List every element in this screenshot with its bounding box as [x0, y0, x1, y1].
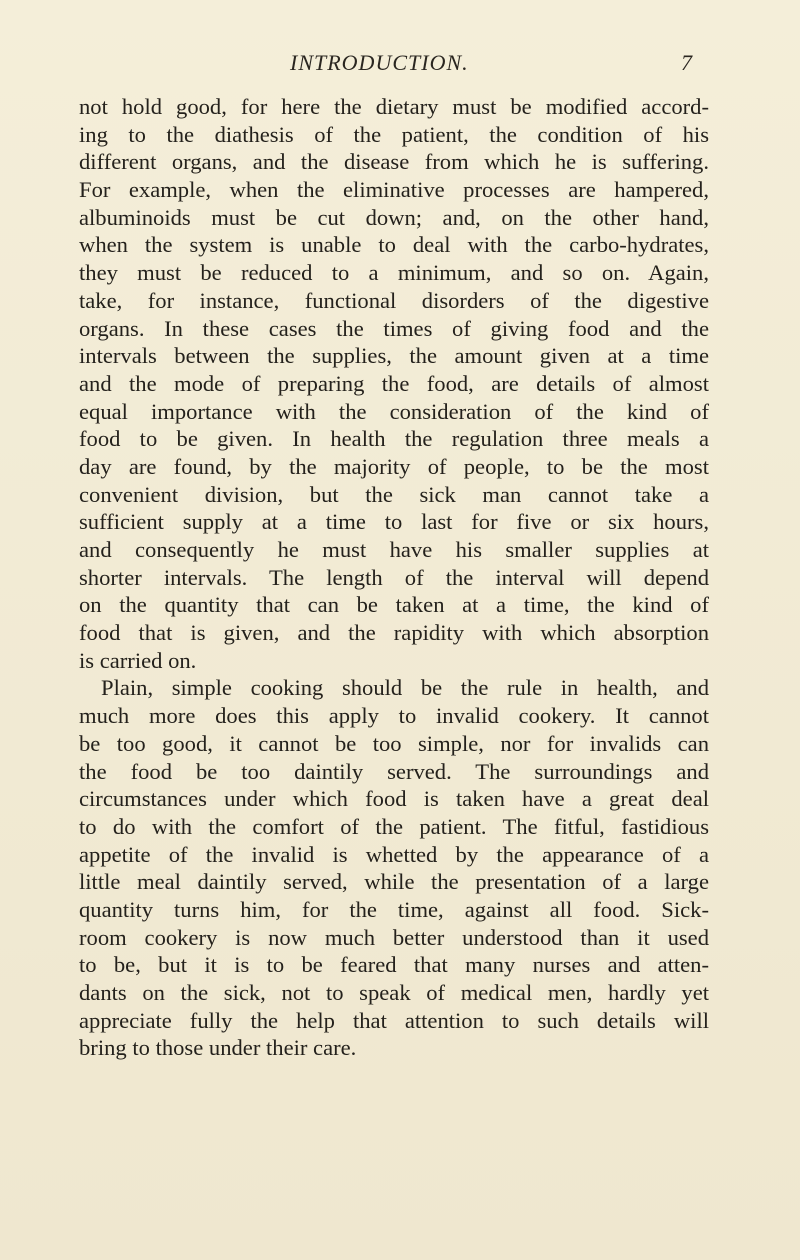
text-line: sufficient supply at a time to last for five or six hours, — [79, 509, 709, 535]
text-line: quantity turns him, for the time, against all food. Sick- — [79, 896, 709, 922]
text-line: and the mode of preparing the food, are details of almost — [79, 370, 709, 396]
text-line: much more does this apply to invalid cookery. It cannot — [79, 703, 709, 729]
text-line: on the quantity that can be taken at a time, the kind of — [79, 592, 709, 618]
text-line: shorter intervals. The length of the interval will depend — [79, 564, 709, 590]
text-line: food that is given, and the rapidity with which absorption — [79, 620, 709, 646]
text-line: to do with the comfort of the patient. The fitful, fastidious — [79, 813, 709, 839]
text-line: organs. In these cases the times of giving food and the — [79, 315, 709, 341]
text-line: appreciate fully the help that attention to such details will — [79, 1007, 709, 1033]
page-number: 7 — [681, 50, 693, 75]
text-line: they must be reduced to a minimum, and so on. Again, — [79, 260, 709, 286]
text-line: bring to those under their care. — [79, 1035, 357, 1061]
text-line: equal importance with the consideration of the kind of — [79, 398, 709, 424]
text-line: the food be too daintily served. The surroundings and — [79, 758, 709, 784]
text-line: day are found, by the majority of people, to be the most — [79, 453, 709, 479]
text-line: circumstances under which food is taken have a great deal — [79, 786, 709, 812]
paragraph-1 — [79, 93, 709, 674]
text-line: take, for instance, functional disorders of the digestive — [79, 287, 709, 313]
body-text — [79, 93, 709, 1062]
text-line: appetite of the invalid is whetted by the appearance of a — [79, 841, 709, 867]
text-line: For example, when the eliminative processes are hampered, — [79, 177, 709, 203]
text-line: to be, but it is to be feared that many nurses and atten- — [79, 952, 709, 978]
text-line: convenient division, but the sick man cannot take a — [79, 481, 709, 507]
text-line: be too good, it cannot be too simple, nor for invalids can — [79, 730, 709, 756]
chapter-title: INTRODUCTION. — [290, 50, 469, 75]
text-line: is carried on. — [79, 647, 197, 673]
running-head — [0, 50, 800, 80]
text-line: ing to the diathesis of the patient, the condition of his — [79, 121, 709, 147]
text-line: intervals between the supplies, the amount given at a time — [79, 343, 709, 369]
text-line: when the system is unable to deal with the carbo-hydrates, — [79, 232, 709, 258]
paragraph-2 — [79, 674, 709, 1062]
text-line: Plain, simple cooking should be the rule in health, and — [101, 675, 709, 701]
text-line: and consequently he must have his smaller supplies at — [79, 537, 709, 562]
text-line: little meal daintily served, while the presentation of a large — [79, 869, 709, 895]
text-line: dants on the sick, not to speak of medical men, hardly yet — [79, 980, 709, 1005]
text-line: room cookery is now much better understood than it used — [79, 924, 709, 950]
text-line: albuminoids must be cut down; and, on the other hand, — [79, 204, 709, 230]
text-line: not hold good, for here the dietary must be modified accord- — [79, 94, 709, 119]
text-line: food to be given. In health the regulation three meals a — [79, 426, 709, 452]
text-line: different organs, and the disease from which he is suffering. — [79, 149, 709, 175]
